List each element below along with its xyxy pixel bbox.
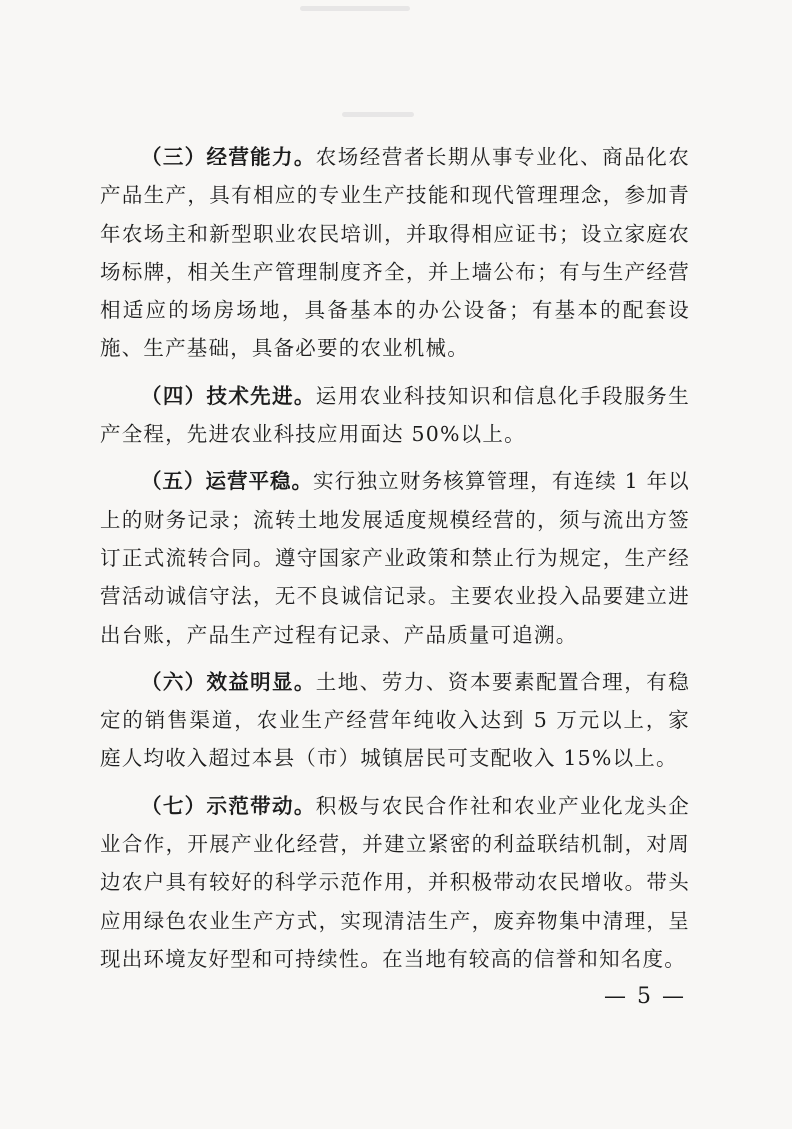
paragraph-heading: （三）经营能力。 — [141, 145, 316, 169]
scan-mark-middle — [342, 112, 414, 117]
document-body — [100, 138, 690, 987]
paragraph-heading: （五）运营平稳。 — [141, 469, 314, 494]
paragraph-text: 运用农业科技知识和信息化手段服务生产全程，先进农业科技应用面达 50%以上。 — [100, 383, 690, 447]
paragraph-stable-operation — [100, 462, 690, 653]
paragraph-operating-capability — [100, 138, 690, 368]
page-number: — 5 — — [604, 984, 686, 1009]
scan-mark-top — [300, 6, 410, 11]
paragraph-heading: （七）示范带动。 — [141, 793, 316, 818]
paragraph-heading: （六）效益明显。 — [141, 669, 316, 694]
paragraph-text: 积极与农民合作社和农业产业化龙头企业合作，开展产业化经营，并建立紧密的利益联结机制，对周边农户具有较好的科学示范作用，并积极带动农民增收。带头应用绿色农业生产方式，实现清洁生产，废弃物集中清理，呈现出环境友好型和可持续性。在当地有较高的信誉和知名度。 — [100, 793, 690, 971]
paragraph-text: 实行独立财务核算管理，有连续 1 年以上的财务记录；流转土地发展适度规模经营的，须与流出方签订正式流转合同。遵守国家产业政策和禁止行为规定，生产经营活动诚信守法，无不良诚信记录。主要农业投入品要建立进出台账，产品生产过程有记录、产品质量可追溯。 — [100, 469, 691, 647]
paragraph-clear-benefits — [100, 663, 690, 778]
paragraph-heading: （四）技术先进。 — [141, 383, 316, 408]
paragraph-text: 土地、劳力、资本要素配置合理，有稳定的销售渠道，农业生产经营年纯收入达到 5 万元以上，家庭人均收入超过本县（市）城镇居民可支配收入 15%以上。 — [100, 669, 690, 771]
paragraph-demonstration-leadership — [100, 787, 690, 978]
paragraph-text: 农场经营者长期从事专业化、商品化农产品生产，具有相应的专业生产技能和现代管理理念，参加青年农场主和新型职业农民培训，并取得相应证书；设立家庭农场标牌，相关生产管理制度齐全，并上墙公布；有与生产经营相适应的场房场地，具备基本的办公设备；有基本的配套设施、生产基础，具备必要的农业机械。 — [100, 145, 690, 361]
paragraph-advanced-technology — [100, 377, 690, 454]
